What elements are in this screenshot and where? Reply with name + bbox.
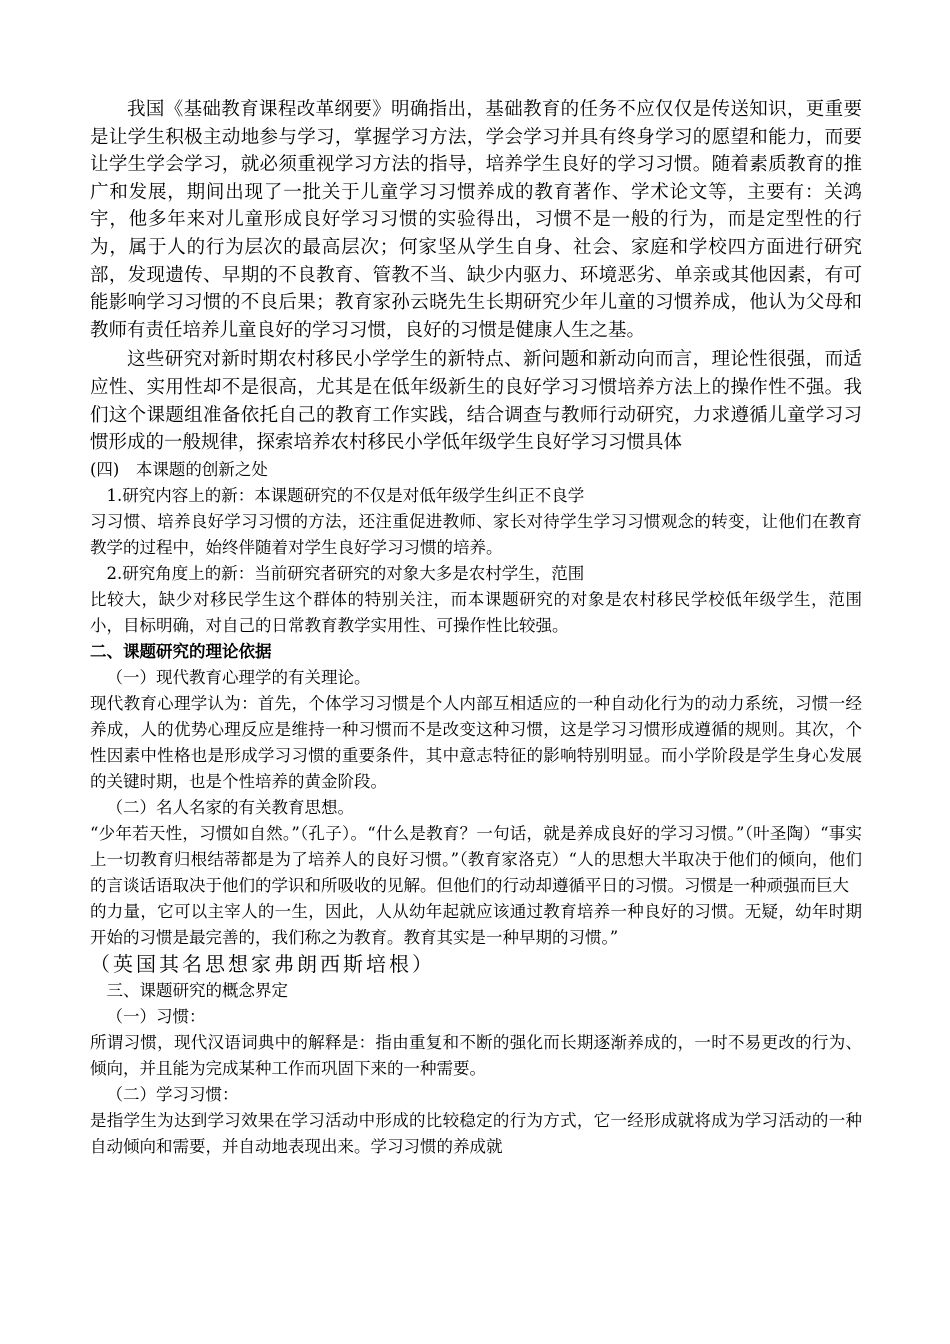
subheading-learning-habit: （二）学习习惯：: [106, 1085, 239, 1105]
paragraph-quotes: “少年若天性，习惯如自然。”（孔子）。“什么是教育？一句话，就是养成良好的学习习惯。”（叶圣陶）“事实上一切教育归根结蒂都是为了培养人的良好习惯。”（教育家洛克）“人的思想大半取决于他们的倾向，他们的言谈话语取决于他们的学识和所吸收的见解。但他们的行动却遵循平日的习惯。习惯是一种顽强而巨大: [90, 823, 862, 895]
paragraph-learning-habit-definition: 是指学生为达到学习效果在学习活动中形成的比较稳定的行为方式，它一经形成就将成为学习活动的一种自动倾向和需要，并自动地表现出来。学习习惯的养成就: [90, 1111, 862, 1157]
section-heading-innovation: (四) 本课题的创新之处: [90, 459, 268, 479]
paragraph-psychology: 现代教育心理学认为：首先，个体学习习惯是个人内部互相适应的一种自动化行为的动力系统，习惯一经养成，人的优势心理反应是维持一种习惯而不是改变这种习惯，这是学习习惯形成遵循的规则。其次，个性因素中性格也是形成学习习惯的重要条件，其中意志特征的影响特别明显。而小学阶段是学生身心发展的关键时期，也是个性培养的黄金阶段。: [90, 693, 862, 791]
paragraph-habit-definition: 所谓习惯，现代汉语词典中的解释是：指由重复和不断的强化而长期逐渐养成的，一时不易更改的行为、倾向，并且能为完成某种工作而巩固下来的一种需要。: [90, 1033, 862, 1079]
paragraph-intro: 我国《基础教育课程改革纲要》明确指出，基础教育的任务不应仅仅是传送知识，更重要是让学生积极主动地参与学习，掌握学习方法，学会学习并具有终身学习的愿望和能力，而要让学生学会学习，就必须重视学习方法的指导，培养学生良好的学习习惯。随着素质教育的推广和发展，期间出现了一批关于儿童学习习惯养成的教育著作、学术论文等，主要有：关鸿宇，他多年来对儿童形成良好学习习惯的实验得出，习惯不是一般的行为，而是定型性的行为，属于人的行为层次的最高层次；何家坚从学生自身、社会、家庭和学校四方面进行研究部，发现遗传、早期的不良教育、管教不当、缺少内驱力、环境恶劣、单亲或其他因素，有可能影响学习习惯的不良后果；教育家孙云晓先生长期研究少年儿童的习惯养成，他认为父母和教师有责任培养儿童良好的学习习惯，良好的习惯是健康人生之基。: [90, 99, 862, 341]
paragraph-quotes-cont: 的力量，它可以主宰人的一生，因此，人从幼年起就应该通过教育培养一种良好的习惯。无疑，幼年时期开始的习惯是最完善的，我们称之为教育。教育其实是一种早期的习惯。”: [90, 901, 862, 947]
list-item-angle-new: 2.研究角度上的新：当前研究者研究的对象大多是农村学生，范围: [106, 563, 585, 583]
paragraph-content-new-cont: 习习惯、培养良好学习习惯的方法，还注重促进教师、家长对待学生学习习惯观念的转变，让他们在教育教学的过程中，始终伴随着对学生良好学习习惯的培养。: [90, 511, 862, 557]
section-heading-concepts: 三、课题研究的概念界定: [106, 981, 288, 1001]
paragraph-angle-new-cont: 比较大，缺少对移民学生这个群体的特别关注，而本课题研究的对象是农村移民学校低年级学生，范围小，目标明确，对自己的日常教育教学实用性、可操作性比较强。: [90, 589, 862, 635]
document-page: [90, 96, 862, 1160]
section-heading-theory: 二、课题研究的理论依据: [90, 641, 272, 661]
subheading-famous-thoughts: （二）名人名家的有关教育思想。: [106, 797, 354, 817]
paragraph-research-gap: 这些研究对新时期农村移民小学学生的新特点、新问题和新动向而言，理论性很强，而适应性、实用性却不是很高，尤其是在低年级新生的良好学习习惯培养方法上的操作性不强。我们这个课题组准备依托自己的教育工作实践，结合调查与教师行动研究，力求遵循儿童学习习惯形成的一般规律，探索培养农村移民小学低年级学生良好学习习惯具体: [90, 349, 862, 454]
quote-attribution: （英国其名思想家弗朗西斯培根）: [90, 951, 435, 976]
subheading-psychology: （一）现代教育心理学的有关理论。: [106, 667, 371, 687]
list-item-content-new: 1.研究内容上的新：本课题研究的不仅是对低年级学生纠正不良学: [106, 485, 585, 505]
subheading-habit: （一）习惯：: [106, 1007, 206, 1027]
